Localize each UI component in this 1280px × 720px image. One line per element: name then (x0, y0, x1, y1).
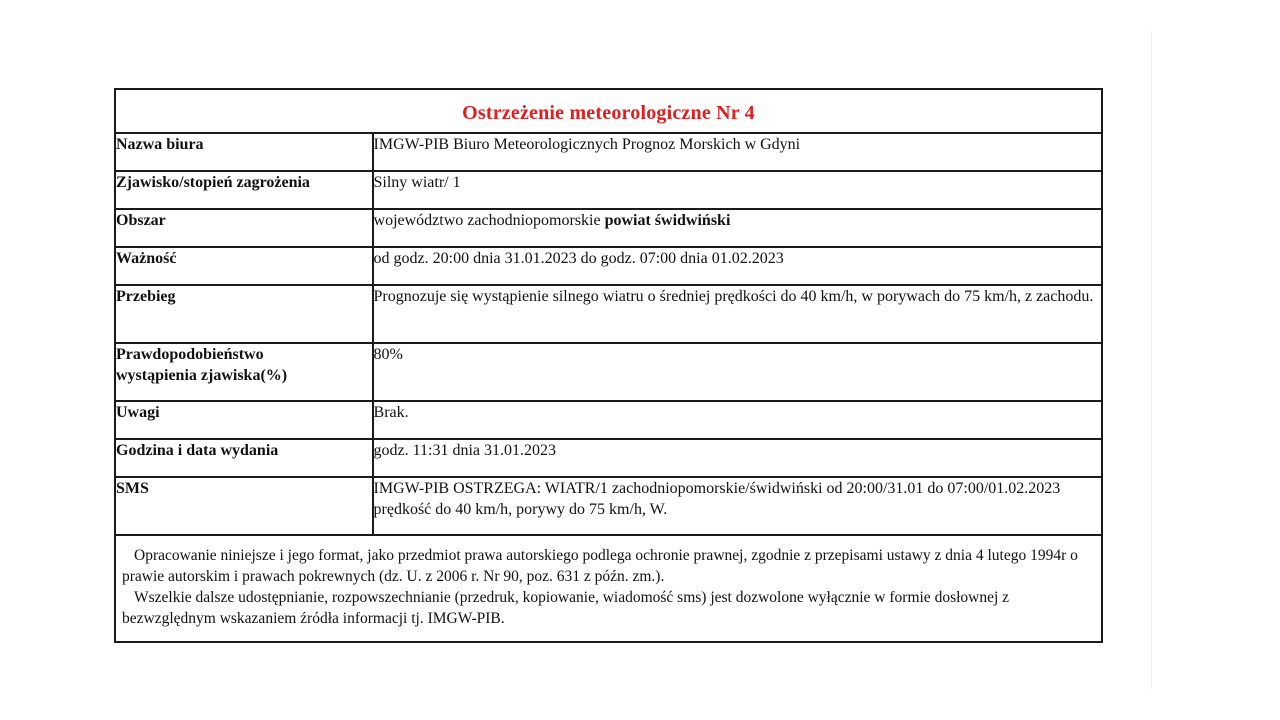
row-value-course: Prognozuje się wystąpienie silnego wiatru o średniej prędkości do 40 km/h, w porywach do 75 km/h, z zachodu. (373, 285, 1102, 343)
copyright-notice (115, 535, 1102, 642)
document-title: Ostrzeżenie meteorologiczne Nr 4 (462, 102, 755, 124)
row-value-office: IMGW-PIB Biuro Meteorologicznych Prognoz Morskich w Gdyni (373, 133, 1102, 171)
title-cell (115, 89, 1102, 133)
title-row (115, 89, 1102, 133)
row-label-course: Przebieg (115, 285, 373, 343)
row-label-sms: SMS (115, 477, 373, 535)
area-voivodeship: województwo zachodniopomorskie (373, 212, 605, 229)
row-value-issued: godz. 11:31 dnia 31.01.2023 (373, 439, 1102, 477)
table-row (115, 343, 1102, 401)
table-row (115, 439, 1102, 477)
row-label-phenomenon: Zjawisko/stopień zagrożenia (115, 171, 373, 209)
row-label-probability: Prawdopodobieństwo wystąpienia zjawiska(%) (115, 343, 373, 401)
table-row (115, 171, 1102, 209)
table-row (115, 401, 1102, 439)
row-label-issued: Godzina i data wydania (115, 439, 373, 477)
table-row (115, 285, 1102, 343)
row-value-probability: 80% (373, 343, 1102, 401)
row-label-validity: Ważność (115, 247, 373, 285)
table-row (115, 133, 1102, 171)
row-value-phenomenon: Silny wiatr/ 1 (373, 171, 1102, 209)
distribution-paragraph: Wszelkie dalsze udostępnianie, rozpowszechnianie (przedruk, kopiowanie, wiadomość sms) jest dozwolone wyłącznie w formie dosłownej z bezwzględnym wskazaniem źródła informacji tj. IMGW-PIB. (122, 589, 1010, 627)
row-value-area (373, 209, 1102, 247)
area-county: powiat świdwiński (604, 212, 731, 229)
table-row (115, 209, 1102, 247)
row-value-sms: IMGW-PIB OSTRZEGA: WIATR/1 zachodniopomorskie/świdwiński od 20:00/31.01 do 07:00/01.02.2023 prędkość do 40 km/h, porywy do 75 km/h, W. (373, 477, 1102, 535)
row-value-validity: od godz. 20:00 dnia 31.01.2023 do godz. 07:00 dnia 01.02.2023 (373, 247, 1102, 285)
copyright-paragraph: Opracowanie niniejsze i jego format, jako przedmiot prawa autorskiego podlega ochronie prawnej, zgodnie z przepisami ustawy z dnia 4 lutego 1994r o prawie autorskim i prawach pokrewnych (dz. U. z 2006 r. Nr 90, poz. 631 z późn. zm.). (122, 547, 1078, 585)
footer-row (115, 535, 1102, 642)
row-value-remarks: Brak. (373, 401, 1102, 439)
page-edge-divider (1151, 30, 1152, 690)
table-row (115, 477, 1102, 535)
row-label-remarks: Uwagi (115, 401, 373, 439)
warning-table (114, 88, 1103, 643)
table-row (115, 247, 1102, 285)
row-label-office: Nazwa biura (115, 133, 373, 171)
row-label-area: Obszar (115, 209, 373, 247)
